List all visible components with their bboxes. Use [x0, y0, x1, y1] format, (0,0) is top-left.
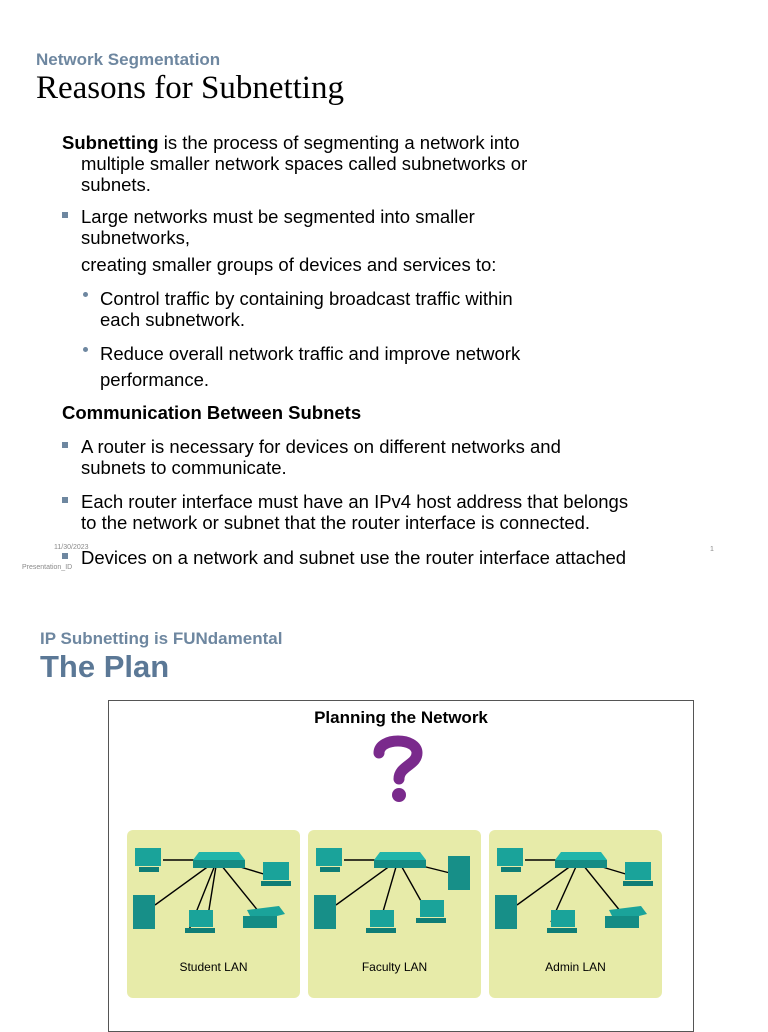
lan-label-student: Student LAN [179, 960, 248, 974]
lan-panel-faculty [308, 830, 481, 998]
figure-title: Planning the Network [314, 708, 488, 727]
bullet-square-icon [62, 212, 68, 218]
switch-icon [374, 852, 426, 868]
lan-diagram-student [127, 830, 300, 955]
switch-icon [193, 852, 245, 868]
network-planning-figure [108, 700, 694, 1032]
server-icon [314, 895, 336, 929]
pc-icon [185, 910, 215, 933]
pc-icon [316, 848, 342, 872]
intro-bold-term: Subnetting [62, 132, 159, 153]
lan-panel-student [127, 830, 300, 998]
bullet-1-line-3: creating smaller groups of devices and services to: [81, 254, 497, 275]
pc-icon [497, 848, 523, 872]
pc-icon [547, 910, 577, 933]
footer-page-number: 1 [710, 546, 714, 553]
sub-bullet-2-line-1: Reduce overall network traffic and improve network [100, 343, 521, 364]
lan-label-admin: Admin LAN [545, 960, 606, 974]
bullet-4-line-1: Devices on a network and subnet use the router interface attached [81, 547, 627, 568]
lan-diagram-admin [489, 830, 662, 955]
bullet-1-line-2: subnetworks, [81, 227, 190, 248]
pc-icon [366, 910, 396, 933]
server-icon [133, 895, 155, 929]
lan-panel-admin [489, 830, 662, 998]
bullet-3-line-2: to the network or subnet that the router interface is connected. [81, 512, 591, 533]
bullet-2-line-2: subnets to communicate. [81, 457, 287, 478]
bullet-dot-icon [83, 347, 88, 352]
server-icon [448, 856, 470, 890]
sub-bullet-1-line-1: Control traffic by containing broadcast traffic within [100, 288, 513, 309]
bullet-dot-icon [83, 292, 88, 297]
bullet-1-line-1: Large networks must be segmented into smaller [81, 206, 475, 227]
printer-icon [605, 906, 647, 928]
footer-date: 11/30/2023 [54, 544, 89, 551]
switch-icon [555, 852, 607, 868]
section-heading: Communication Between Subnets [62, 402, 362, 423]
footer-presentation-id: Presentation_ID [22, 564, 73, 571]
sub-bullet-1-line-2: each subnetwork. [100, 309, 246, 330]
bullet-2-line-1: A router is necessary for devices on different networks and [81, 436, 561, 457]
sub-bullet-2-line-2: performance. [100, 369, 209, 390]
intro-line-1 [62, 132, 520, 153]
bullet-square-icon [62, 442, 68, 448]
server-icon [495, 895, 517, 929]
intro-text: is the process of segmenting a network into [158, 132, 520, 153]
bullet-3-line-1: Each router interface must have an IPv4 host address that belongs [81, 491, 629, 512]
slide-title: Reasons for Subnetting [36, 70, 344, 106]
slide-subtitle: Network Segmentation [36, 50, 221, 69]
printer-icon [243, 906, 285, 928]
intro-line-3: subnets. [81, 174, 151, 195]
pc-icon [416, 900, 446, 923]
lan-label-faculty: Faculty LAN [361, 960, 428, 974]
pc-icon [623, 862, 653, 886]
question-mark-icon [369, 733, 427, 803]
bullet-square-icon [62, 553, 68, 559]
slide2-title: The Plan [40, 649, 170, 684]
pc-icon [261, 862, 291, 886]
slide2-subtitle: IP Subnetting is FUNdamental [40, 629, 283, 648]
lan-diagram-faculty [308, 830, 481, 955]
pc-icon [135, 848, 161, 872]
bullet-square-icon [62, 497, 68, 503]
intro-line-2: multiple smaller network spaces called subnetworks or [81, 153, 528, 174]
